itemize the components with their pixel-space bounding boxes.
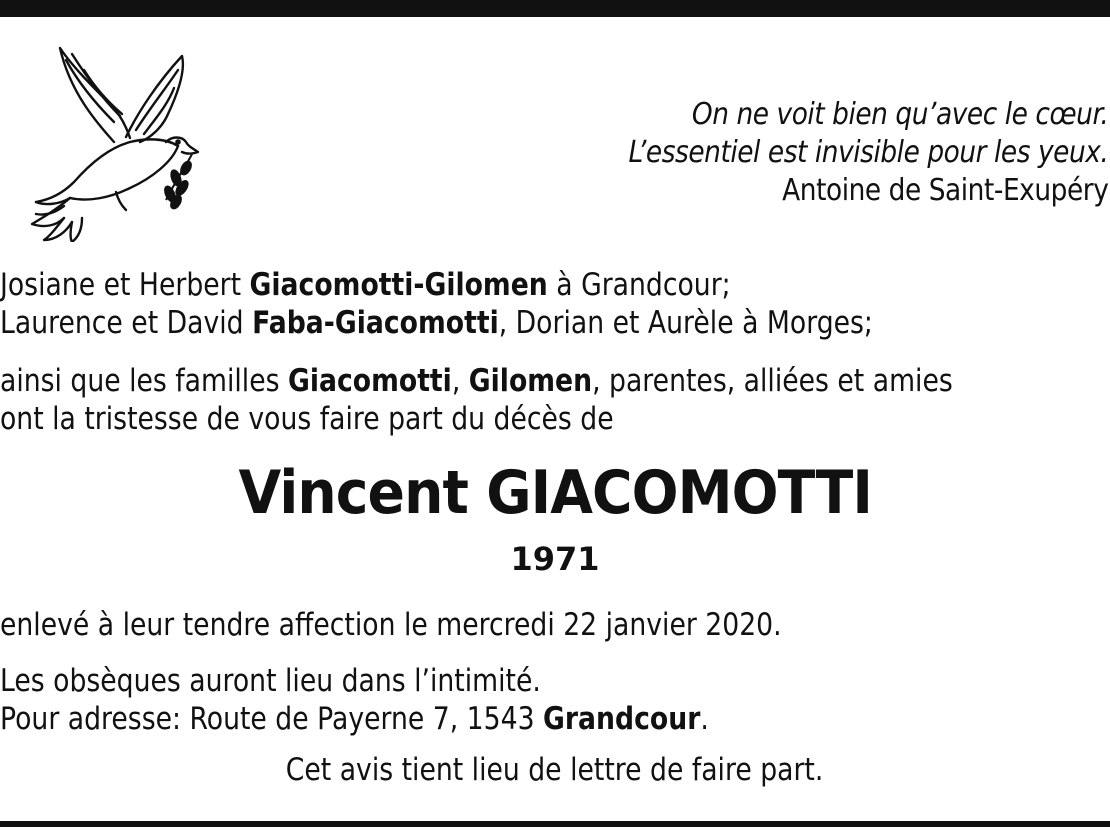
address-text: Pour adresse: Route de Payerne 7, 1543 bbox=[0, 701, 544, 737]
family-line-1-location: à Grandcour; bbox=[547, 267, 731, 303]
family-line-1-text: Josiane et Herbert bbox=[0, 267, 250, 303]
family-line-2-location: , Dorian et Aurèle à Morges; bbox=[498, 305, 873, 341]
family-line-3-separator: , bbox=[451, 363, 469, 399]
family-name-faba-giacomotti: Faba-Giacomotti bbox=[252, 305, 499, 341]
family-name-giacomotti-gilomen: Giacomotti-Gilomen bbox=[249, 267, 548, 303]
family-name-giacomotti: Giacomotti bbox=[287, 363, 452, 399]
family-line-1 bbox=[0, 267, 731, 304]
quote-author: Antoine de Saint-Exupéry bbox=[781, 173, 1108, 208]
death-date-line: enlevé à leur tendre affection le mercredi 22 janvier 2020. bbox=[0, 607, 782, 643]
epigraph-quote bbox=[628, 96, 1108, 210]
family-line-3-relatives: , parentes, alliées et amies bbox=[592, 363, 953, 399]
family-name-gilomen: Gilomen bbox=[468, 363, 593, 399]
deceased-name-text: Vincent GIACOMOTTI bbox=[238, 458, 872, 528]
deceased-name bbox=[0, 458, 1110, 528]
address-town: Grandcour bbox=[543, 701, 701, 737]
family-line-3 bbox=[0, 363, 953, 400]
closing-notice bbox=[0, 752, 1110, 788]
family-line-2 bbox=[0, 305, 873, 342]
dove-icon bbox=[26, 42, 204, 242]
quote-line-2: L’essentiel est invisible pour les yeux. bbox=[628, 135, 1108, 170]
family-line-3-text: ainsi que les familles bbox=[0, 363, 288, 399]
address-line bbox=[0, 701, 709, 738]
address-period: . bbox=[700, 701, 709, 737]
top-border-rule bbox=[0, 0, 1110, 17]
announcement-line: ont la tristesse de vous faire part du décès de bbox=[0, 401, 614, 437]
birth-year: 1971 bbox=[510, 540, 600, 578]
funeral-line: Les obsèques auront lieu dans l’intimité. bbox=[0, 663, 541, 699]
quote-line-1: On ne voit bien qu’avec le cœur. bbox=[691, 97, 1108, 132]
closing-notice-text: Cet avis tient lieu de lettre de faire part. bbox=[286, 752, 824, 788]
bottom-border-rule bbox=[0, 821, 1110, 827]
family-line-2-text: Laurence et David bbox=[0, 305, 253, 341]
